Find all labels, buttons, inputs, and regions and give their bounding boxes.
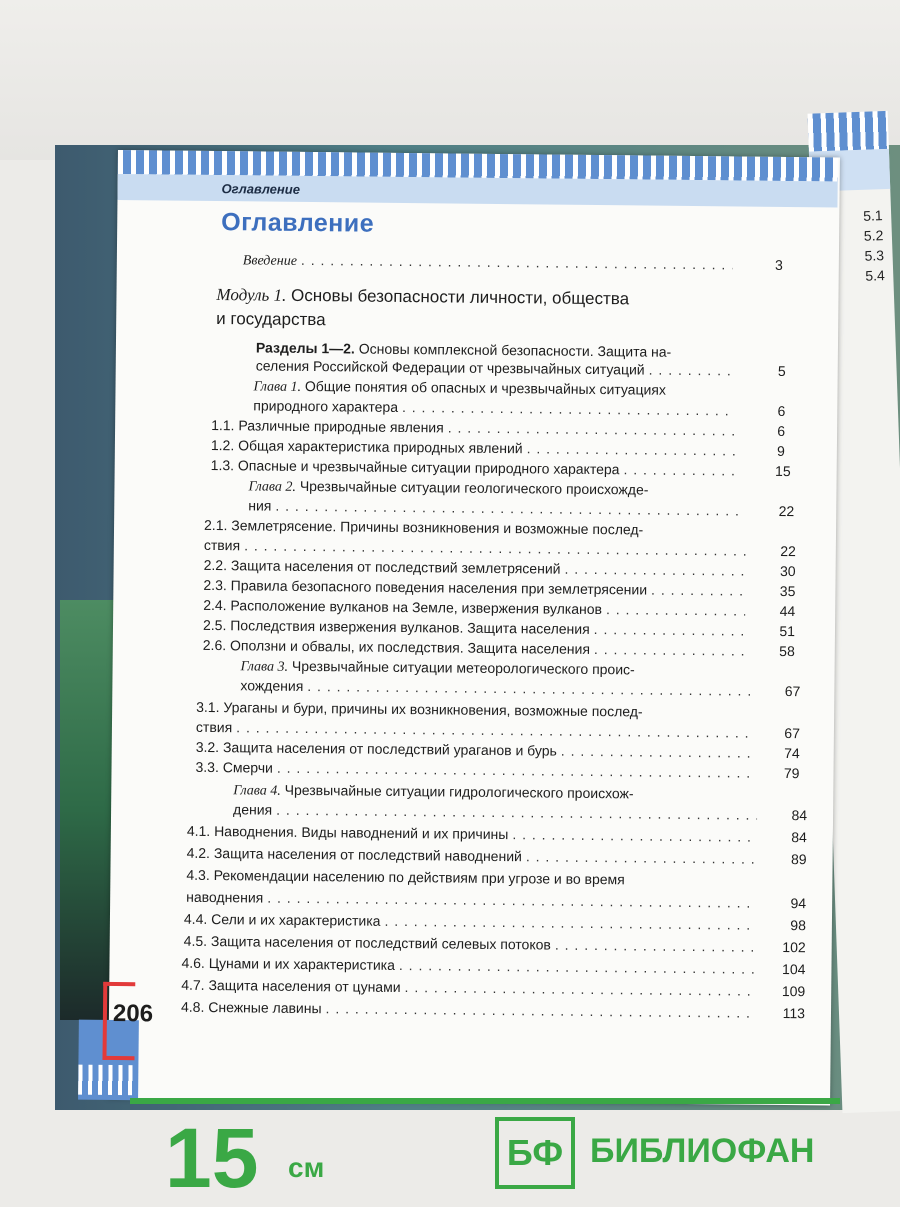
- size-label: 15: [165, 1111, 259, 1205]
- toc-entry-text: Введение: [242, 253, 298, 269]
- background: [0, 0, 900, 160]
- toc-page-number: 51: [779, 622, 796, 640]
- toc-entry-number: 4.7.: [181, 976, 205, 993]
- toc-entry-number: 3.1.: [196, 698, 220, 716]
- module-title: Основы безопасности личности, общества: [290, 285, 630, 309]
- toc-entry-number: 2.5.: [202, 616, 227, 634]
- chapter-title-cont: хождения: [240, 677, 304, 694]
- toc-entry-text: Рекомендации населению по действиям при угрозе и во время: [213, 867, 625, 888]
- toc-page-number: 84: [791, 807, 808, 824]
- toc-page-number: 5: [777, 362, 786, 380]
- running-head: Оглавление: [221, 181, 301, 197]
- toc-page-number: 6: [777, 402, 786, 420]
- toc-entry-number: 2.2.: [203, 556, 228, 574]
- toc-entry-text: Оползни и обвалы, их последствия. Защита населения: [229, 637, 591, 657]
- leader-dots: [404, 977, 755, 1001]
- right-page-number: 5.3: [864, 247, 885, 264]
- toc-page-number: 67: [784, 725, 801, 742]
- corner-stripes: [78, 1065, 136, 1096]
- leader-dots: [267, 888, 756, 913]
- toc-entry-number: 2.4.: [203, 596, 227, 614]
- leader-dots: [651, 580, 746, 601]
- toc-entry-text: Общая характеристика природных явлений: [238, 437, 523, 457]
- toc-entry-text-cont: наводнения: [186, 888, 264, 906]
- chapter-label: Глава 2.: [248, 479, 297, 495]
- leader-dots: [527, 438, 735, 460]
- leader-dots: [594, 619, 745, 641]
- toc-entry-text: Снежные лавины: [208, 998, 322, 1017]
- leader-dots: [649, 360, 736, 381]
- leader-dots: [399, 955, 756, 979]
- page-number: 206: [112, 999, 154, 1028]
- toc-page-number: 3: [774, 256, 783, 273]
- toc-entry-text: Различные природные явления: [238, 417, 444, 436]
- chapter-title: Чрезвычайные ситуации гидрологического происхож-: [284, 781, 634, 802]
- toc-page-number: 22: [778, 502, 795, 520]
- leader-dots: [325, 998, 755, 1022]
- toc-entry-number: 4.5.: [183, 932, 208, 949]
- toc-entry-number: 2.3.: [203, 576, 227, 594]
- size-unit: см: [288, 1152, 325, 1183]
- toc-entry-text: Ураганы и бури, причины их возникновения, возможные послед-: [223, 699, 643, 720]
- toc-page-number: 15: [775, 462, 791, 480]
- ruler-line: [130, 1098, 840, 1104]
- toc-entry-number: 1.3.: [210, 456, 235, 474]
- brand-logo-icon: БФ: [495, 1117, 575, 1189]
- chapter-title-cont: природного характера: [253, 397, 399, 415]
- leader-dots: [623, 459, 740, 480]
- sections-text-cont: селения Российской Федерации от чрезвычайных ситуаций: [255, 357, 645, 378]
- sections-text: Основы комплексной безопасности. Защита на-: [358, 340, 672, 360]
- toc-page-number: 22: [780, 542, 796, 560]
- chapter-label: Глава 3.: [240, 659, 289, 675]
- toc-entry-number: 4.3.: [186, 866, 210, 884]
- module-heading: [216, 283, 736, 336]
- toc-entry-number: 4.1.: [186, 822, 211, 840]
- leader-dots: [307, 676, 750, 701]
- chapter-title-cont: дения: [233, 801, 273, 818]
- toc-page-number: 30: [779, 562, 796, 580]
- toc-entry-text-cont: ствия: [203, 536, 241, 554]
- toc-page-number: 102: [782, 939, 806, 956]
- toc-entry-text: Землетрясение. Причины возникновения и возможные послед-: [231, 517, 644, 538]
- leader-dots: [526, 846, 757, 868]
- toc-page-number: 84: [791, 829, 807, 846]
- toc-entry-text: Смерчи: [222, 759, 273, 776]
- toc-entry-text: Цунами и их характеристика: [208, 954, 396, 973]
- toc-page-number: 9: [777, 442, 785, 459]
- toc-entry-number: 1.1.: [211, 416, 235, 434]
- toc-entry-number: 4.6.: [181, 954, 205, 971]
- chapter-title: Чрезвычайные ситуации метеорологического проис-: [291, 657, 635, 678]
- toc-entry-text: Защита населения от цунами: [208, 976, 401, 996]
- toc-entry-multiline: [186, 865, 625, 890]
- toc-entry-text: Сели и их характеристика: [211, 911, 381, 929]
- toc-entry-number: 3.2.: [195, 738, 220, 756]
- chapter-title: Общие понятия об опасных и чрезвычайных ситуациях: [304, 377, 667, 398]
- toc-entry-text: Защита населения от последствий землетрясений: [230, 557, 561, 577]
- toc-entry-number: 2.1.: [203, 516, 228, 534]
- toc-page-number: 74: [784, 745, 800, 762]
- toc-entry-text: Опасные и чрезвычайные ситуации природного характера: [237, 457, 620, 478]
- toc-entry: [181, 997, 805, 1024]
- toc-page-number: 98: [790, 917, 807, 934]
- right-page-number: 5.1: [862, 207, 883, 224]
- toc-entry-text: Последствия извержения вулканов. Защита населения: [230, 617, 590, 637]
- page-title: Оглавление: [221, 208, 375, 238]
- right-page-number: 5.4: [864, 267, 886, 284]
- right-page-number: 5.2: [863, 227, 884, 244]
- leader-dots: [277, 758, 750, 783]
- leader-dots: [555, 935, 756, 957]
- toc-entry-number: 4.2.: [186, 844, 211, 862]
- toc-page-number: 44: [779, 602, 796, 620]
- leader-dots: [384, 911, 756, 935]
- module-label: Модуль 1.: [216, 285, 287, 305]
- sections-label: Разделы 1—2.: [255, 339, 355, 357]
- toc-entry-number: 3.3.: [195, 758, 219, 776]
- leader-dots: [301, 250, 733, 275]
- right-page-stripes: [808, 111, 889, 152]
- toc-entry-text: Расположение вулканов на Земле, извержения вулканов: [230, 597, 603, 618]
- chapter-title-cont: ния: [248, 497, 272, 514]
- brand-name: БИБЛИОФАН: [590, 1132, 815, 1170]
- toc-page-number: 35: [779, 582, 796, 600]
- toc-page-number: 89: [790, 851, 807, 868]
- toc-entry-number: 1.2.: [210, 436, 235, 454]
- toc-entry-number: 4.8.: [180, 998, 205, 1015]
- toc-page-number: 109: [781, 982, 806, 1000]
- toc-entry-number: 4.4.: [183, 910, 208, 927]
- toc-entry-text: Защита населения от последствий ураганов и бурь: [222, 739, 557, 759]
- leader-dots: [561, 741, 750, 763]
- toc-entry-text: Защита населения от последствий наводнений: [213, 845, 522, 865]
- toc-page-number: 67: [784, 683, 801, 700]
- toc-entry-number: 2.6.: [202, 636, 227, 654]
- module-title-cont: и государства: [216, 309, 326, 330]
- chapter-label: Глава 4.: [233, 783, 281, 799]
- leader-dots: [276, 800, 757, 825]
- toc-entry-text: Наводнения. Виды наводнений и их причины: [214, 823, 509, 843]
- chapter-title: Чрезвычайные ситуации геологического происхожде-: [299, 477, 649, 498]
- leader-dots: [594, 639, 745, 661]
- toc-page-number: 79: [783, 765, 800, 782]
- toc-entry-text: Правила безопасного поведения населения при землетрясении: [230, 577, 648, 598]
- leader-dots: [606, 599, 745, 620]
- toc-page-number: 58: [779, 642, 795, 660]
- toc-entry-text-cont: ствия: [195, 718, 233, 736]
- toc-page-number: 94: [790, 895, 807, 912]
- toc-page-number: 104: [782, 960, 806, 978]
- chapter-label: Глава 1.: [253, 379, 302, 395]
- leader-dots: [564, 559, 745, 581]
- leader-dots: [512, 824, 757, 847]
- toc-entry-text: Защита населения от последствий селевых потоков: [210, 933, 551, 953]
- toc-entry-intro: [243, 249, 783, 275]
- toc-page: [108, 150, 840, 1106]
- toc-page-number: 113: [782, 1005, 806, 1022]
- toc-page-number: 6: [777, 422, 786, 440]
